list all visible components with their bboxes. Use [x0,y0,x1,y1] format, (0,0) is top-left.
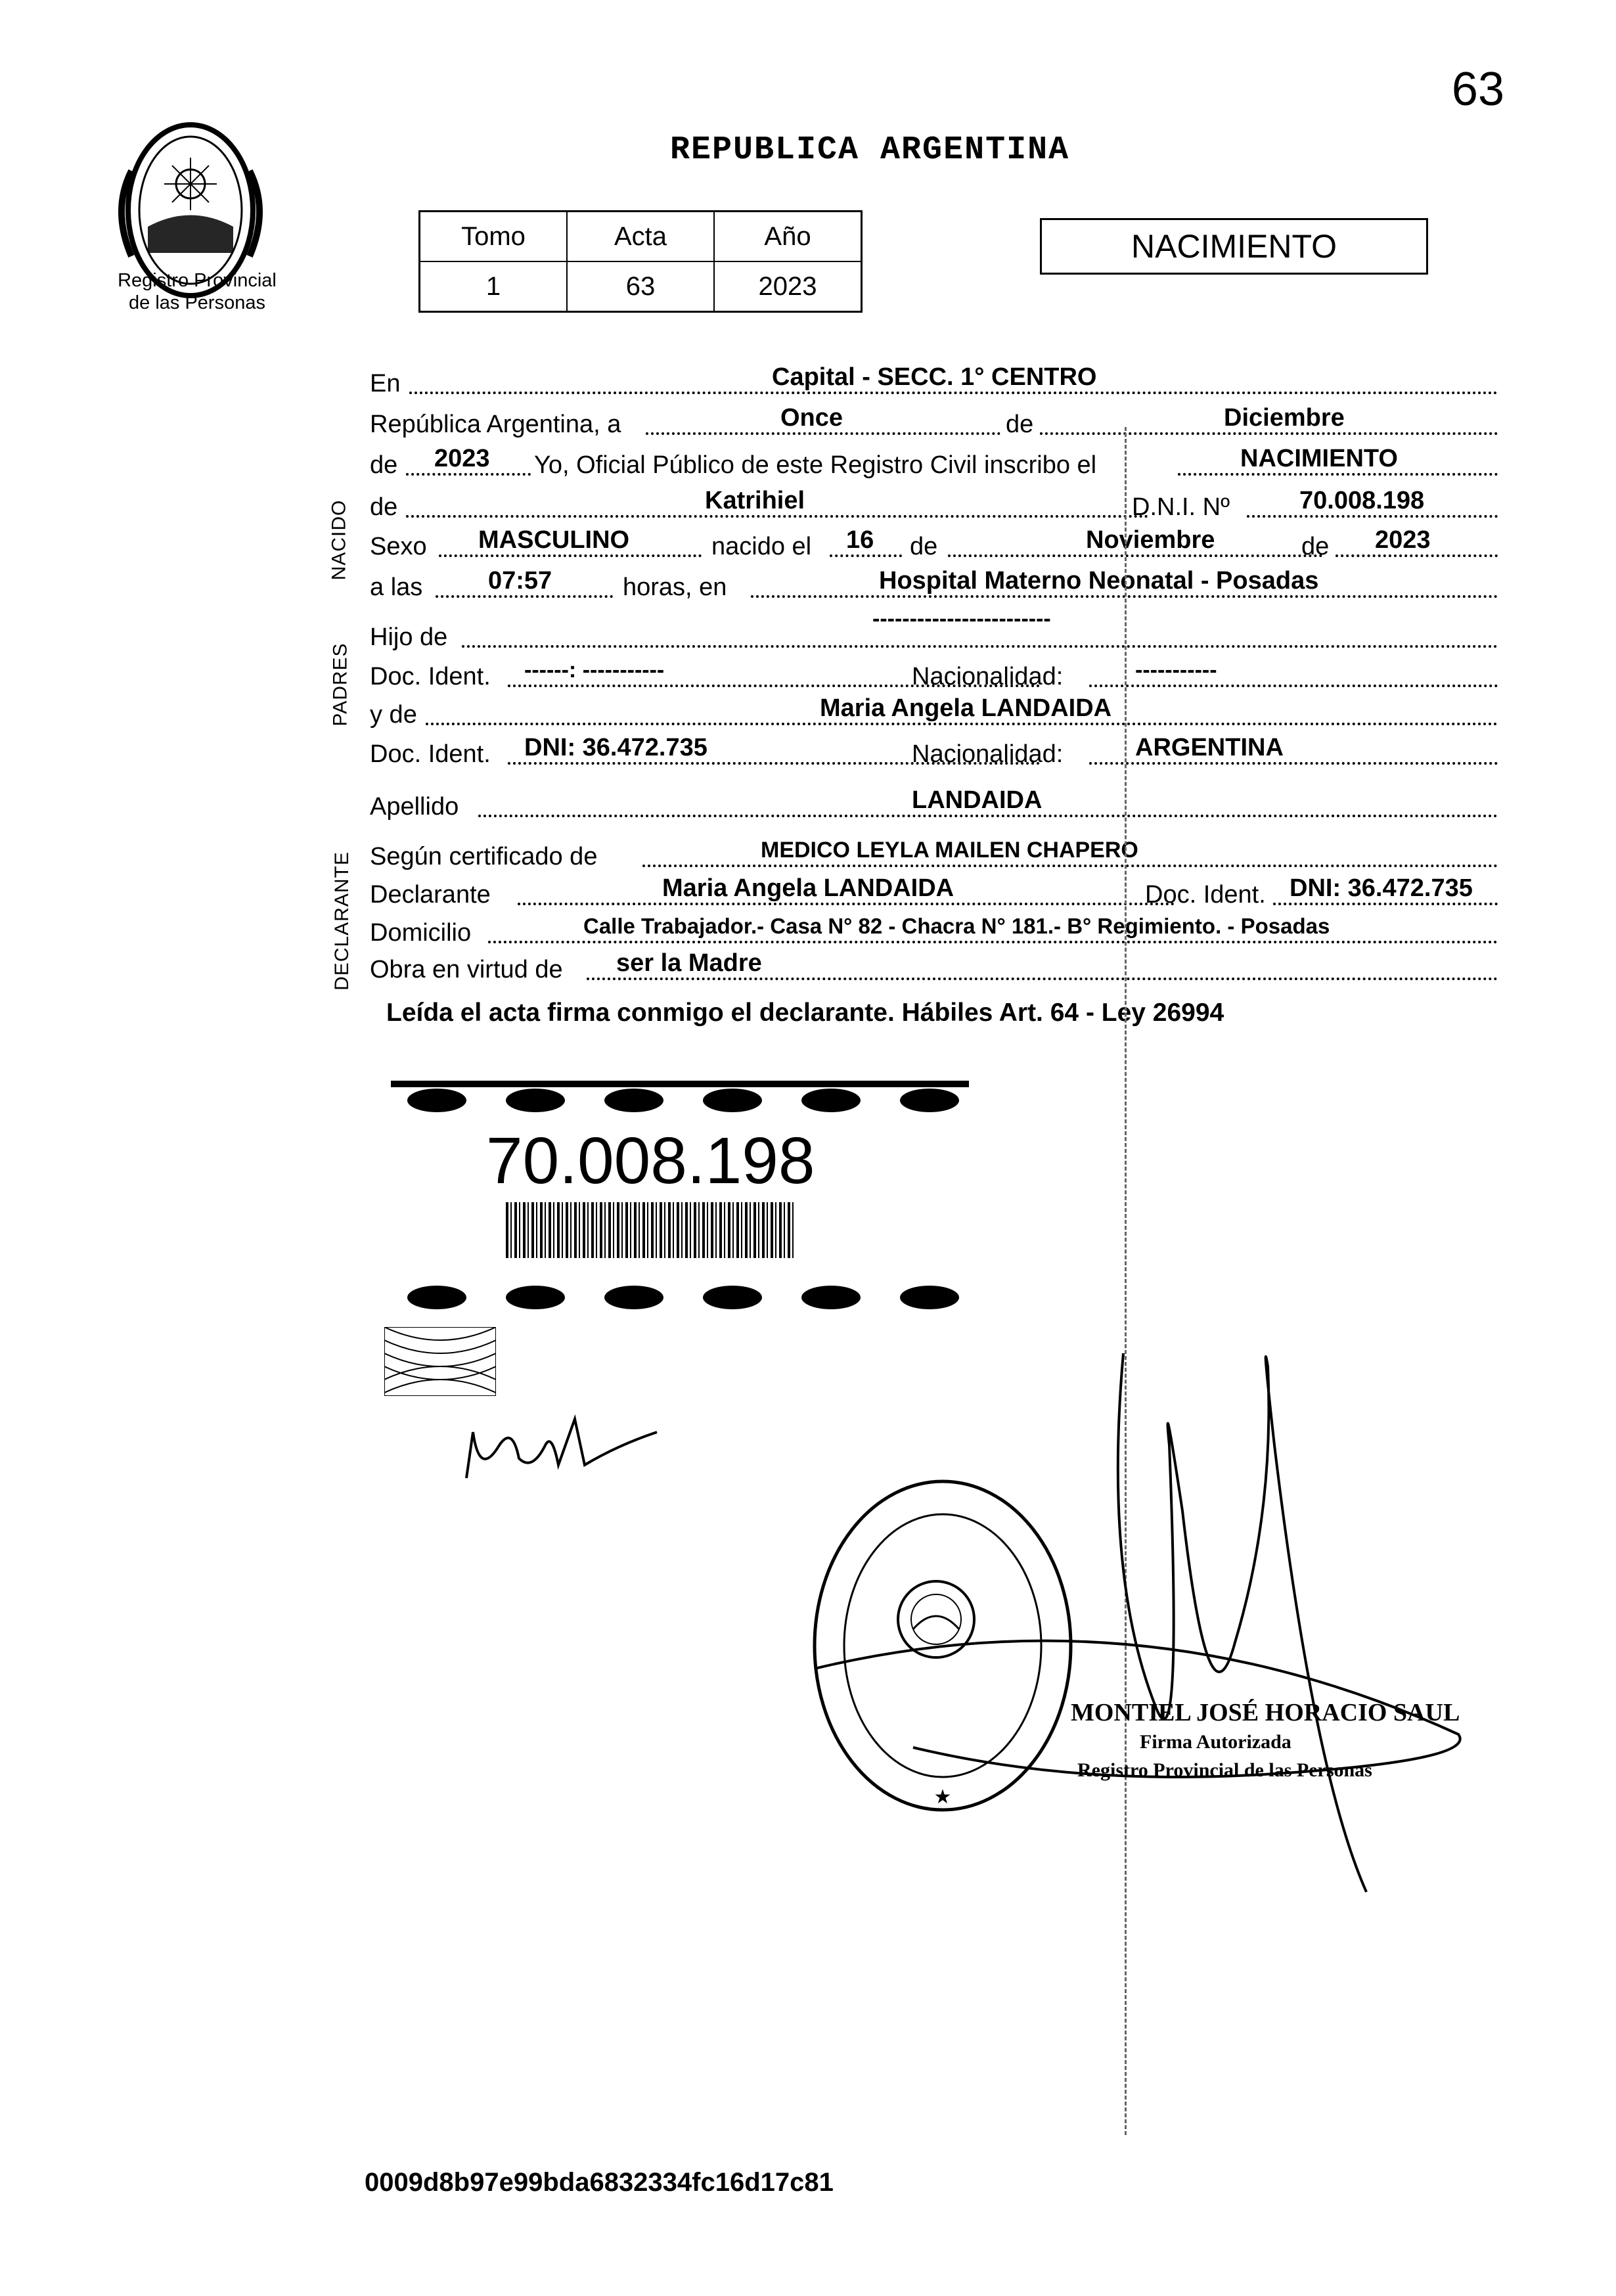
value-madre-nac: ARGENTINA [1135,734,1284,761]
label-de-anio: de [370,451,398,479]
row-padre-doc [370,656,1498,692]
record-table-header [420,212,862,262]
value-tipo: NACIMIENTO [1240,445,1398,472]
row-hora [370,566,1498,603]
label-nacionalidad-madre: Nacionalidad: [912,740,1064,768]
row-madre-doc [370,733,1498,770]
label-en: En [370,370,401,397]
value-domicilio: Calle Trabajador.- Casa N° 82 - Chacra N° 181.- B° Regimiento. - Posadas [583,914,1330,938]
row-padre [370,606,1498,653]
label-doc-ident: Doc. Ident. [370,663,491,690]
label-a-las: a las [370,574,423,601]
value-padre: ------------------------ [872,606,1051,631]
value-dni: 70.008.198 [1299,487,1425,514]
label-doc-ident-madre: Doc. Ident. [370,740,491,768]
value-apellido: LANDAIDA [912,786,1043,814]
label-dni: D.N.I. Nº [1132,493,1230,521]
record-table-values [420,261,862,312]
row-anio [370,444,1498,481]
barcode [506,1202,795,1258]
document-hash: 0009d8b97e99bda6832334fc16d17c81 [365,2168,834,2197]
label-nacionalidad: Nacionalidad: [912,663,1064,690]
value-tomo: 1 [420,261,568,312]
value-anio-nac: 2023 [1375,526,1431,554]
label-de: de [1006,411,1034,438]
label-doc-ident-declarante: Doc. Ident. [1145,881,1266,909]
value-declarante: Maria Angela LANDAIDA [662,874,954,902]
label-apellido: Apellido [370,793,459,821]
record-table [418,210,863,313]
row-domicilio [370,912,1498,949]
value-padre-nac: ----------- [1135,658,1217,683]
section-declarante: DECLARANTE [330,851,353,991]
official-registry: Registro Provincial de las Personas [1077,1759,1372,1781]
row-sexo [370,526,1498,562]
label-obra: Obra en virtud de [370,956,563,983]
header-acta: Acta [567,212,714,262]
section-nacido: NACIDO [328,499,350,581]
value-mes: Diciembre [1224,404,1345,432]
value-madre: Maria Angela LANDAIDA [820,694,1112,722]
label-declarante: Declarante [370,881,491,909]
value-lugar-nac: Hospital Materno Neonatal - Posadas [879,567,1319,595]
svg-text:★: ★ [933,1786,952,1808]
page-number: 63 [1451,63,1504,116]
registry-caption: Registro Provincial de las Personas [118,270,277,313]
official-title: Firma Autorizada [1140,1731,1291,1753]
label-hijo-de: Hijo de [370,623,448,651]
security-pattern-bottom [391,1281,969,1314]
label-de2: de [910,533,938,560]
value-sexo: MASCULINO [478,526,630,554]
label-horas-en: horas, en [623,574,727,601]
row-fecha [370,403,1498,440]
label-de-nombre: de [370,493,398,521]
security-hologram [384,1327,496,1396]
value-obra: ser la Madre [616,949,762,977]
row-apellido [370,786,1498,822]
value-anio: 2023 [434,445,490,472]
row-madre [370,694,1498,731]
closing-text: Leída el acta firma conmigo el declarante. Hábiles Art. 64 - Ley 26994 [386,999,1224,1027]
label-de3: de [1301,533,1330,560]
label-domicilio: Domicilio [370,919,472,947]
value-hora: 07:57 [488,567,552,595]
label-y-de: y de [370,701,417,729]
label-segun: Según certificado de [370,843,598,870]
label-yo: Yo, Oficial Público de este Registro Civil inscribo el [534,451,1097,479]
dotted-line [462,645,1498,648]
row-lugar [370,363,1498,399]
value-mes-nac: Noviembre [1086,526,1215,554]
value-anio: 2023 [714,261,862,312]
header-anio: Año [714,212,862,262]
value-declarante-doc: DNI: 36.472.735 [1290,874,1473,902]
official-signature [815,1314,1485,1905]
row-certificado [370,836,1498,872]
value-dia: Once [780,404,843,432]
row-obra [370,949,1498,985]
value-padre-doc: ------: ----------- [524,658,665,683]
declarant-signature [460,1406,663,1491]
barcode-number: 70.008.198 [486,1124,815,1198]
value-certificado: MEDICO LEYLA MAILEN CHAPERO [761,838,1138,863]
label-republica: República Argentina, a [370,411,621,438]
country-title: REPUBLICA ARGENTINA [670,131,1070,169]
label-nacido-el: nacido el [711,533,812,560]
record-kind: NACIMIENTO [1040,218,1428,275]
value-acta: 63 [567,261,714,312]
section-padres: PADRES [329,642,351,727]
row-nombre [370,486,1498,523]
security-pattern-top [391,1081,969,1114]
value-dia-nac: 16 [846,526,874,554]
value-lugar: Capital - SECC. 1° CENTRO [772,363,1097,391]
label-sexo: Sexo [370,533,427,560]
value-madre-doc: DNI: 36.472.735 [524,734,707,761]
header-tomo: Tomo [420,212,568,262]
value-nombre: Katrihiel [705,487,805,514]
official-name: MONTIEL JOSÉ HORACIO SAUL [1071,1699,1460,1726]
row-declarante [370,874,1498,911]
